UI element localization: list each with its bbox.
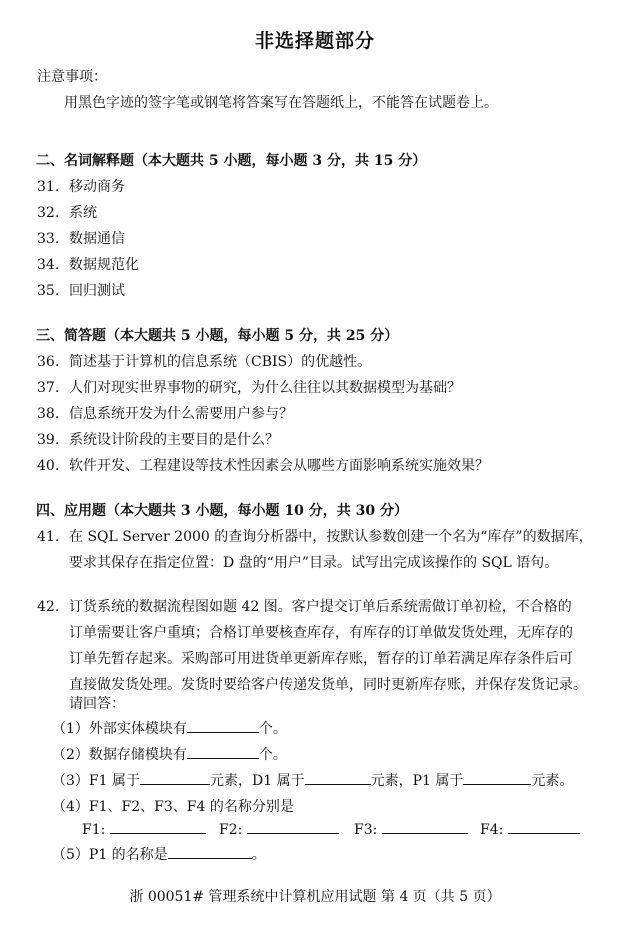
- section-2-heading: 二、名词解释题（本大题共 5 小题，每小题 3 分，共 15 分）: [36, 153, 427, 169]
- question-42-line-2: 订单需要让客户重填；合格订单要核查库存，有库存的订单做发货处理，无库存的: [69, 625, 573, 641]
- f1-answer: F1:: [82, 820, 206, 838]
- question-41-line-2: 要求其保存在指定位置：D 盘的“用户”目录。试写出完成该操作的 SQL 语句。: [69, 555, 559, 571]
- question-41-line-1: 41. 在 SQL Server 2000 的查询分析器中，按默认参数创建一个名为“库存”的数据库，: [37, 529, 593, 545]
- question-42-line-5: 请回答：: [69, 696, 125, 712]
- question-35: 35. 回归测试: [37, 283, 125, 299]
- sub-question-3: （3）F1 属于 元素，D1 属于 元素，P1 属于 元素。: [52, 773, 574, 789]
- f3-answer: F3:: [354, 820, 468, 838]
- question-37: 37. 人们对现实世界事物的研究，为什么往往以其数据模型为基础？: [37, 380, 461, 396]
- answer-blank: [508, 820, 580, 834]
- question-33: 33. 数据通信: [37, 231, 125, 247]
- question-31: 31. 移动商务: [37, 179, 125, 195]
- question-39: 39. 系统设计阶段的主要目的是什么？: [37, 432, 279, 448]
- sub-question-5: （5）P1 的名称是 。: [52, 847, 266, 863]
- answer-blank: [382, 820, 468, 834]
- page-footer: 浙 00051# 管理系统中计算机应用试题 第 4 页（共 5 页）: [129, 889, 501, 905]
- sub-question-4: （4）F1、F2、F3、F4 的名称分别是: [52, 799, 294, 815]
- f4-answer: F4:: [480, 820, 580, 838]
- answer-blank: [305, 771, 371, 785]
- question-38: 38. 信息系统开发为什么需要用户参与？: [37, 406, 293, 422]
- question-42-line-1: 42. 订货系统的数据流程图如题 42 图。客户提交订单后系统需做订单初检，不合格的: [37, 599, 572, 615]
- answer-blank: [168, 845, 252, 859]
- question-40: 40. 软件开发、工程建设等技术性因素会从哪些方面影响系统实施效果？: [37, 458, 489, 474]
- section-4-heading: 四、应用题（本大题共 3 小题，每小题 10 分，共 30 分）: [36, 503, 408, 519]
- answer-blank: [247, 820, 339, 834]
- answer-blank: [187, 719, 259, 733]
- question-42-line-4: 直接做发货处理。发货时要给客户传递发货单，同时更新库存账，并保存发货记录。: [69, 677, 587, 693]
- question-36: 36. 简述基于计算机的信息系统（CBIS）的优越性。: [37, 354, 372, 370]
- page-title: 非选择题部分: [254, 30, 375, 52]
- f2-answer: F2:: [219, 820, 339, 838]
- answer-blank: [187, 745, 259, 759]
- question-34: 34. 数据规范化: [37, 257, 139, 273]
- question-32: 32. 系统: [37, 205, 97, 221]
- sub-question-1: （1）外部实体模块有 个。: [52, 721, 287, 737]
- notice-heading: 注意事项：: [37, 69, 107, 85]
- notice-body: 用黑色字迹的签字笔或钢笔将答案写在答题纸上，不能答在试题卷上。: [64, 95, 498, 111]
- sub-question-2: （2）数据存储模块有 个。: [52, 747, 287, 763]
- section-3-heading: 三、简答题（本大题共 5 小题，每小题 5 分，共 25 分）: [36, 328, 399, 344]
- question-42-line-3: 订单先暂存起来。采购部可用进货单更新库存账，暂存的订单若满足库存条件后可: [69, 651, 573, 667]
- answer-blank: [110, 820, 206, 834]
- answer-blank: [140, 771, 210, 785]
- answer-blank: [463, 771, 531, 785]
